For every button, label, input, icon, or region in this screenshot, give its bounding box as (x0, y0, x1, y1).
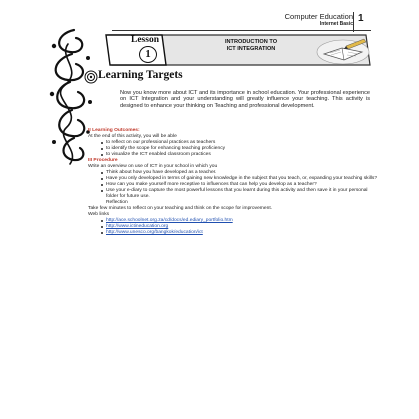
book-pencil-icon (316, 36, 370, 65)
list-item: to visualize the ICT enabled classroom practices (88, 152, 378, 158)
web-link-item (88, 230, 378, 236)
list-item: Have you only developed in terms of gaining new knowledge in the subject that you teach, or, expanding your teaching skills? (88, 176, 378, 182)
lesson-number: 1 (139, 46, 157, 63)
lesson-title (196, 39, 306, 53)
lesson-title-line-1: INTRODUCTION TO (224, 39, 278, 45)
procedure-title: III Procedure (88, 158, 118, 163)
list-item: Use your e-diary to capture the most powerful lessons that you learnt during this activity and then save it in your personal folder for future use. (88, 188, 378, 200)
web-links-label: Web links (88, 212, 110, 217)
reflection-label: Reflection (106, 200, 128, 205)
web-link-2[interactable]: http://www.ictineducation.org (106, 224, 169, 229)
list-item: to reflect on our professional practices as teachers (88, 140, 378, 146)
target-icon (84, 70, 98, 84)
intro-paragraph: Now you know more about ICT and its importance in school education. Your professional experience on ICT Integration and your understanding will greatly influence your teaching. This activity is designed to enhance your thinking on Teaching and professional development. (120, 90, 370, 109)
page-number: 1 (358, 13, 364, 24)
web-link-3[interactable]: http://www.unesco.org/bangkok/education/ict (106, 230, 203, 235)
list-item: How can you make yourself more receptive to influences that can help you develop as a teacher? (88, 182, 378, 188)
learning-outcomes-title: II Learning Outcomes: (88, 128, 140, 133)
running-header (285, 12, 353, 27)
header-rule (112, 30, 371, 31)
header-title: Computer Education (284, 12, 353, 21)
list-item: Think about how you have developed as a teacher. (88, 170, 378, 176)
learning-outcomes-section (88, 128, 378, 236)
header-subtitle: Internet Basic (319, 21, 353, 27)
closing-text: Take few minutes to reflect on your teaching and think on the scope for improvement. (88, 206, 273, 211)
learning-targets-heading: Learning Targets (98, 69, 183, 81)
list-item: to identify the scope for enhancing teaching proficiency (88, 146, 378, 152)
lesson-label: Lesson (131, 35, 159, 45)
procedure-lead: Write an overview on use of ICT in your school in which you (88, 164, 218, 169)
learning-outcomes-lead: At the end of this activity, you will be able (88, 134, 177, 139)
web-link-1[interactable]: http://ace.schoolnet.org.za/cd/docs/ed.ediary_portfolio.htm (106, 218, 233, 223)
lesson-title-line-2: ICT INTEGRATION (226, 46, 276, 52)
header-divider (353, 12, 354, 32)
